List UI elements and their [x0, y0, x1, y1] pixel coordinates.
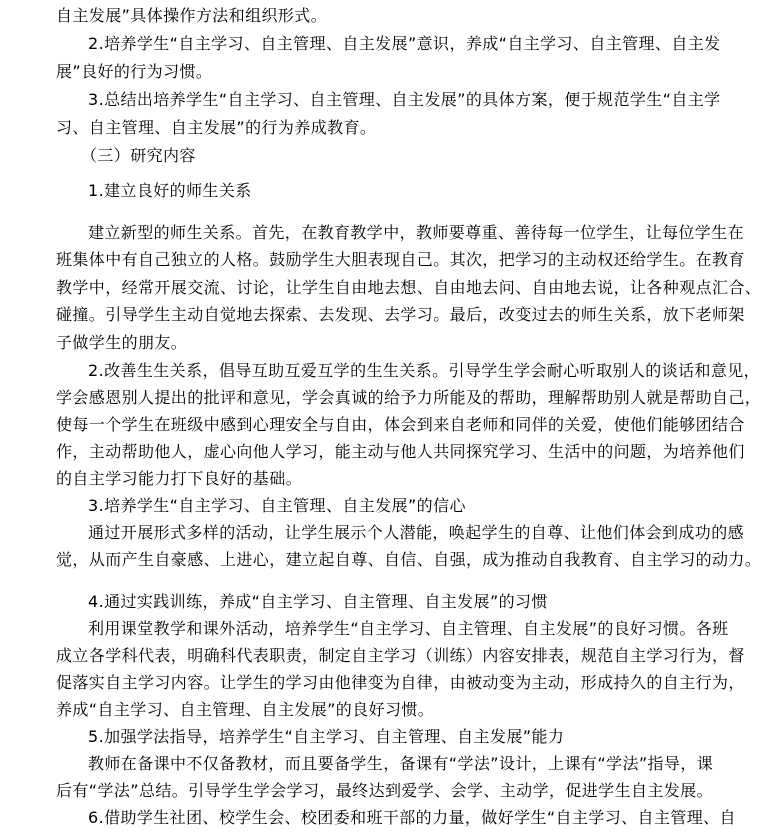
paragraph-line: 养成“自主学习、自主管理、自主发展”的良好习惯。	[56, 700, 435, 719]
paragraph-line: 学会感恩别人提出的批评和意见，学会真诚的给予力所能及的帮助，理解帮助别人就是帮助自己，	[56, 388, 762, 407]
paragraph-line: 碰撞。引导学生主动自觉地去探索、去发现、去学习。最后，改变过去的师生关系，放下老师架	[56, 305, 745, 324]
paragraph-line: 子做学生的朋友。	[56, 333, 188, 352]
paragraph-line: 习、自主管理、自主发展”的行为养成教育。	[56, 118, 377, 137]
paragraph-line: 3.总结出培养学生“自主学习、自主管理、自主发展”的具体方案，便于规范学生“自主学	[88, 90, 721, 109]
paragraph-line: 教学中，经常开展交流、讨论，让学生自由地去想、自由地去问、自由地去说，让各种观点汇合、	[56, 278, 762, 297]
subsection-heading: 3.培养学生“自主学习、自主管理、自主发展”的信心	[88, 496, 466, 515]
paragraph-line: 自主发展”具体操作方法和组织形式。	[56, 6, 328, 25]
paragraph-line: 通过开展形式多样的活动，让学生展示个人潜能，唤起学生的自尊、让他们体会到成功的感	[88, 523, 745, 542]
paragraph-line: 作，主动帮助他人，虚心向他人学习，能主动与他人共同探究学习、生活中的问题，为培养他们	[56, 442, 745, 461]
paragraph-line: 2.改善生生关系，倡导互助互爱互学的生生关系。引导学生学会耐心听取别人的谈话和意见，	[88, 361, 761, 380]
paragraph-line: 建立新型的师生关系。首先，在教育教学中，教师要尊重、善待每一位学生，让每位学生在	[88, 223, 745, 242]
paragraph-line: 2.培养学生“自主学习、自主管理、自主发展”意识，养成“自主学习、自主管理、自主发	[88, 34, 721, 53]
paragraph-line: 展”良好的行为习惯。	[56, 62, 213, 81]
subsection-heading: 1.建立良好的师生关系	[88, 181, 252, 200]
paragraph-line: 后有“学法”总结。引导学生学会学习，最终达到爱学、会学、主动学，促进学生自主发展。	[56, 781, 713, 800]
paragraph-line: 使每一个学生在班级中感到心理安全与自由，体会到来自老师和同伴的关爱，使他们能够团结合	[56, 415, 745, 434]
paragraph-line: 觉，从而产生自豪感、上进心，建立起自尊、自信、自强，成为推动自我教育、自主学习的动力。	[56, 550, 762, 569]
paragraph-line: 促落实自主学习内容。让学生的学习由他律变为自律，由被动变为主动，形成持久的自主行为，	[56, 673, 745, 692]
paragraph-line: 教师在备课中不仅备教材，而且要备学生，备课有“学法”设计，上课有“学法”指导，课	[88, 754, 714, 773]
section-heading: （三）研究内容	[81, 146, 196, 165]
subsection-heading: 5.加强学法指导，培养学生“自主学习、自主管理、自主发展”能力	[88, 727, 565, 746]
paragraph-line: 的自主学习能力打下良好的基础。	[56, 469, 303, 488]
paragraph-line: 利用课堂教学和课外活动，培养学生“自主学习、自主管理、自主发展”的良好习惯。各班	[88, 619, 729, 638]
subsection-heading: 6.借助学生社团、校学生会、校团委和班干部的力量，做好学生“自主学习、自主管理、自	[88, 808, 736, 827]
subsection-heading: 4.通过实践训练，养成“自主学习、自主管理、自主发展”的习惯	[88, 592, 548, 611]
paragraph-line: 班集体中有自己独立的人格。鼓励学生大胆表现自己。其次，把学习的主动权还给学生。在教育	[56, 250, 745, 269]
paragraph-line: 成立各学科代表，明确科代表职责，制定自主学习（训练）内容安排表，规范自主学习行为，督	[56, 646, 745, 665]
